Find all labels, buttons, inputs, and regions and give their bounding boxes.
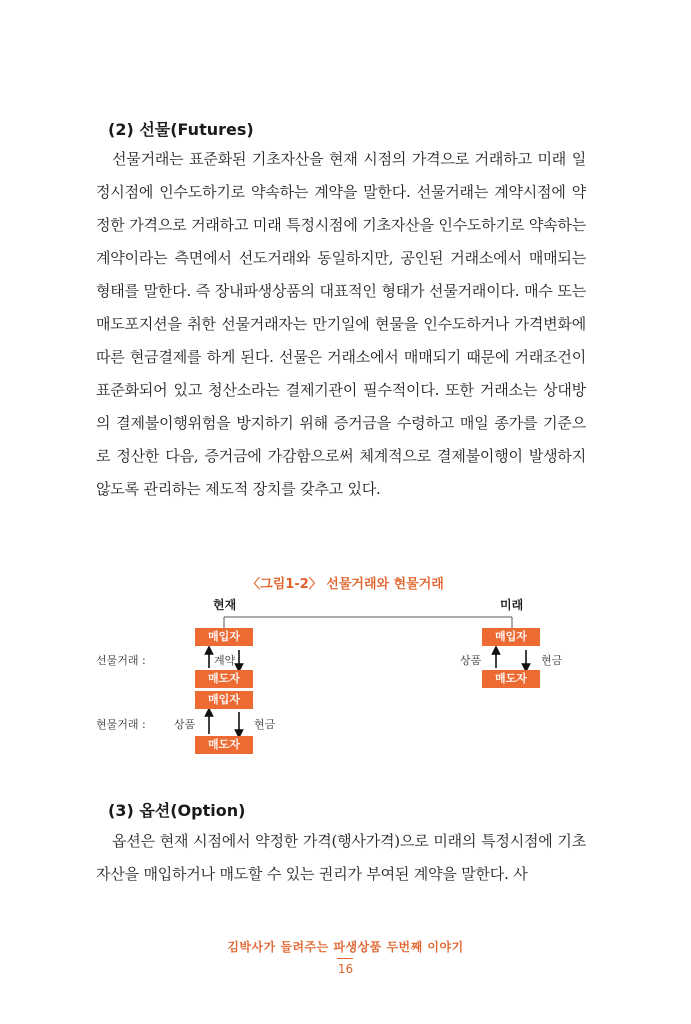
column-label-now: 현재 (213, 598, 237, 612)
futures-cash-label: 현금 (541, 654, 563, 667)
page-number: 16 (337, 962, 354, 976)
footer-divider (337, 958, 353, 959)
spot-cash-label: 현금 (254, 718, 276, 731)
column-label-future: 미래 (500, 598, 524, 612)
section-heading-futures: (2) 선물(Futures) (108, 120, 254, 139)
spot-seller-box: 매도자 (195, 736, 253, 754)
option-paragraph: 옵션은 현재 시점에서 약정한 가격(행사가격)으로 미래의 특정시점에 기초자산을 매입하거나 매도할 수 있는 권리가 부여된 계약을 말한다. 사 (96, 832, 586, 883)
spot-goods-label: 상품 (174, 718, 196, 731)
section-heading-option: (3) 옵션(Option) (108, 801, 246, 820)
contract-label: 계약 (214, 654, 236, 667)
footer-book-title: 김박사가 들려주는 파생상품 두번째 이야기 (227, 940, 464, 954)
futures-now-buyer-box: 매입자 (195, 628, 253, 646)
futures-goods-label: 상품 (460, 654, 482, 667)
futures-future-buyer-box: 매입자 (482, 628, 540, 646)
figure-title: 〈그림1-2〉 선물거래와 현물거래 (247, 577, 444, 592)
row-label-futures: 선물거래 : (96, 654, 146, 667)
row-label-spot: 현물거래 : (96, 718, 146, 731)
spot-buyer-box: 매입자 (195, 691, 253, 709)
futures-future-seller-box: 매도자 (482, 670, 540, 688)
futures-now-seller-box: 매도자 (195, 670, 253, 688)
futures-paragraph: 선물거래는 표준화된 기초자산을 현재 시점의 가격으로 거래하고 미래 일정시점에 인수도하기로 약속하는 계약을 말한다. 선물거래는 계약시점에 약정한 가격으로 거래하고 미래 특정시점에 기초자산을 인수도하기로 약속하는 계약이라는 측면에서 선도거래와 동일하지만, 공인된 거래소에서 매매되는 형태를 말한다. 즉 장내파생상품의 대표적인 형태가 선물거래이다. 매수 또는 매도포지션을 취한 선물거래자는 만기일에 현물을 인수도하거나 가격변화에 따른 현금결제를 하게 된다. 선물은 거래소에서 매매되기 때문에 거래조건이 표준화되어 있고 청산소라는 결제기관이 필수적이다. 또한 거래소는 상대방의 결제불이행위험을 방지하기 위해 증거금을 수령하고 매일 종가를 기준으로 정산한 다음, 증거금에 가감함으로써 체계적으로 결제불이행이 발생하지 않도록 관리하는 제도적 장치를 갖추고 있다. (96, 150, 586, 498)
